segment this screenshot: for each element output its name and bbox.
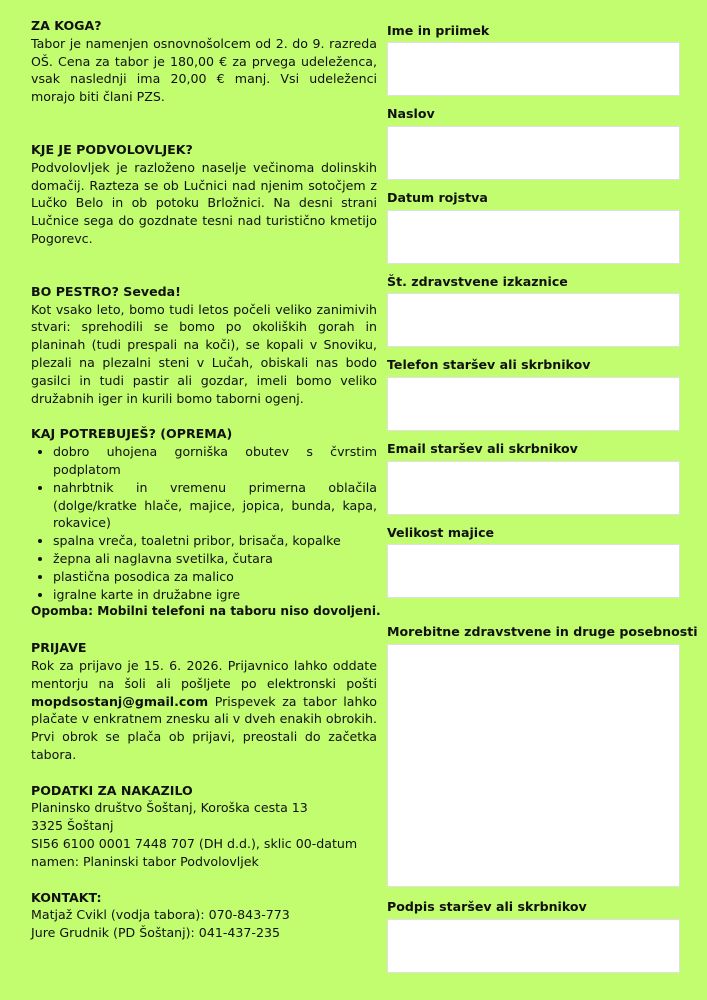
nakazilo-line: 3325 Šoštanj [31, 818, 114, 834]
prijave-text-after: Prispevek za tabor lahko plačate v enkratnem znesku ali v dveh enakih obrokih. Prvi obrok se plača ob prijavi, preostali do začetka tabora. [31, 693, 377, 762]
contact-email: mopdsostanj@gmail.com [31, 693, 209, 709]
kontakt-line: Matjaž Cvikl (vodja tabora): 070-843-773 [31, 907, 290, 923]
health-notes-field[interactable] [387, 644, 680, 887]
pestro-text: Kot vsako leto, bomo tudi letos počeli veliko zanimivih stvari: sprehodili se bomo po okoliških gorah in planinah (tudi prespali na koči), se kopali v Snoviku, plezali na plezalni steni v Lučah, obiskali nas bodo gasilci in tudi pastir ali gozdar, imeli bomo veliko družabnih iger in kurili bomo taborni ogenj. [31, 301, 377, 406]
shirt-size-label: Velikost majice [387, 525, 495, 540]
za-koga-heading: ZA KOGA? [31, 18, 102, 33]
list-item: • žepna ali naglavna svetilka, čutara [53, 550, 377, 568]
info-column [31, 17, 381, 942]
kontakt-line: Jure Grudnik (PD Šoštanj): 041-437-235 [31, 925, 281, 941]
signature-field[interactable] [387, 919, 680, 973]
address-label: Naslov [387, 106, 435, 121]
list-item: • spalna vreča, toaletni pribor, brisača, kopalke [53, 532, 377, 550]
birthdate-label: Datum rojstva [387, 190, 488, 205]
parent-phone-label: Telefon staršev ali skrbnikov [387, 357, 591, 372]
shirt-size-field[interactable] [387, 544, 680, 598]
section-nakazilo [31, 782, 377, 871]
nakazilo-line: namen: Planinski tabor Podvolovljek [31, 853, 259, 869]
name-field[interactable] [387, 42, 680, 96]
section-kje [31, 141, 377, 248]
kontakt-heading: KONTAKT: [31, 889, 102, 905]
nakazilo-line: Planinsko društvo Šoštanj, Koroška cesta 13 [31, 800, 308, 816]
name-label: Ime in priimek [387, 23, 490, 38]
list-item: • dobro uhojena gorniška obutev s čvrstim podplatom [53, 443, 377, 479]
list-item: • nahrbtnik in vremenu primerna oblačila (dolge/kratke hlače, majice, jopica, bunda, kapa, rokavice) [53, 479, 377, 532]
nakazilo-line: SI56 6100 0001 7448 707 (DH d.d.), sklic 00-datum [31, 836, 358, 852]
health-card-field[interactable] [387, 293, 680, 347]
kje-heading: KJE JE PODVOLOVLJEK? [31, 141, 193, 157]
health-notes-label: Morebitne zdravstvene in druge posebnosti [387, 624, 698, 639]
section-oprema [31, 425, 381, 621]
section-pestro [31, 283, 377, 408]
nakazilo-heading: PODATKI ZA NAKAZILO [31, 782, 193, 798]
prijave-text-before: Rok za prijavo je 15. 6. 2026. Prijavnico lahko oddate mentorju na šoli ali pošljete po elektronski pošti [31, 657, 377, 691]
section-kontakt [31, 889, 377, 942]
parent-phone-field[interactable] [387, 377, 680, 431]
birthdate-field[interactable] [387, 210, 680, 264]
equipment-list [31, 443, 377, 603]
section-za-koga [31, 17, 377, 106]
kje-text: Podvolovljek je razloženo naselje večinoma dolinskih domačij. Razteza se ob Lučnici nad njenim sotočjem z Lučko Belo in ob potoku Brložnici. Na desni strani Lučnice sega do gozdnate tesni nad turistično kmetijo Pogorevc. [31, 159, 377, 246]
health-card-label: Št. zdravstvene izkaznice [387, 274, 568, 289]
prijave-heading: PRIJAVE [31, 640, 87, 656]
signature-label: Podpis staršev ali skrbnikov [387, 899, 587, 914]
parent-email-label: Email staršev ali skrbnikov [387, 441, 578, 456]
phone-note: Opomba: Mobilni telefoni na taboru niso dovoljeni. [31, 604, 381, 619]
address-field[interactable] [387, 126, 680, 180]
pestro-heading: BO PESTRO? Seveda! [31, 283, 181, 299]
parent-email-field[interactable] [387, 461, 680, 515]
za-koga-text: Tabor je namenjen osnovnošolcem od 2. do 9. razreda OŠ. Cena za tabor je 180,00 € za prvega udeleženca, vsak naslednji ima 20,00 € manj. Vsi udeleženci morajo biti člani PZS. [31, 35, 377, 105]
prijave-text [31, 657, 377, 764]
oprema-heading: KAJ POTREBUJEŠ? (OPREMA) [31, 426, 233, 442]
list-item: • plastična posodica za malico [53, 568, 377, 586]
list-item: • igralne karte in družabne igre [53, 586, 377, 604]
section-prijave [31, 639, 377, 764]
